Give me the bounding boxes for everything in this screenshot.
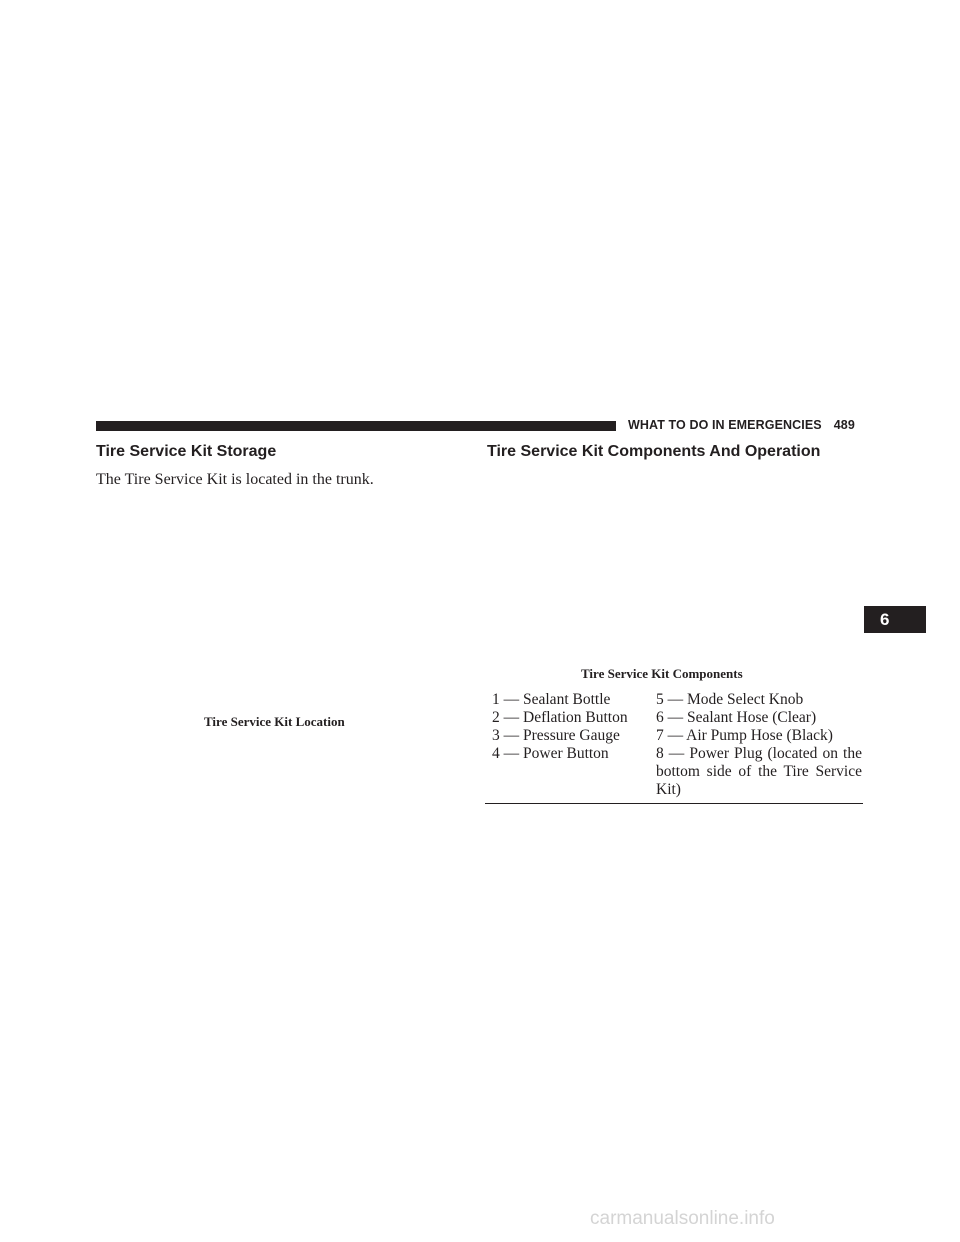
header-rule xyxy=(96,421,616,431)
section-title: WHAT TO DO IN EMERGENCIES xyxy=(628,418,822,432)
legend-item: 6 — Sealant Hose (Clear) xyxy=(656,709,817,726)
components-legend xyxy=(492,691,862,799)
right-heading: Tire Service Kit Components And Operation xyxy=(487,443,821,460)
legend-item: 7 — Air Pump Hose (Black) xyxy=(656,727,833,744)
page-number: 489 xyxy=(833,418,855,432)
legend-row xyxy=(492,691,862,709)
legend-item: 4 — Power Button xyxy=(492,745,609,762)
chapter-tab xyxy=(864,606,926,633)
watermark: carmanualsonline.info xyxy=(590,1208,775,1229)
legend-item: 1 — Sealant Bottle xyxy=(492,691,611,708)
left-body-text: The Tire Service Kit is located in the trunk. xyxy=(96,471,374,488)
chapter-number: 6 xyxy=(880,610,890,629)
legend-item: 5 — Mode Select Knob xyxy=(656,691,804,708)
legend-divider xyxy=(485,803,863,804)
legend-row xyxy=(492,727,862,745)
running-header xyxy=(628,418,855,432)
left-figure-caption: Tire Service Kit Location xyxy=(204,714,345,729)
legend-row xyxy=(492,745,862,799)
legend-item: 2 — Deflation Button xyxy=(492,709,628,726)
legend-row xyxy=(492,709,862,727)
legend-item: 8 — Power Plug (located on the bottom side of the Tire Service Kit) xyxy=(656,745,862,798)
right-figure-caption: Tire Service Kit Components xyxy=(581,666,743,681)
left-heading: Tire Service Kit Storage xyxy=(96,443,277,460)
legend-item: 3 — Pressure Gauge xyxy=(492,727,620,744)
